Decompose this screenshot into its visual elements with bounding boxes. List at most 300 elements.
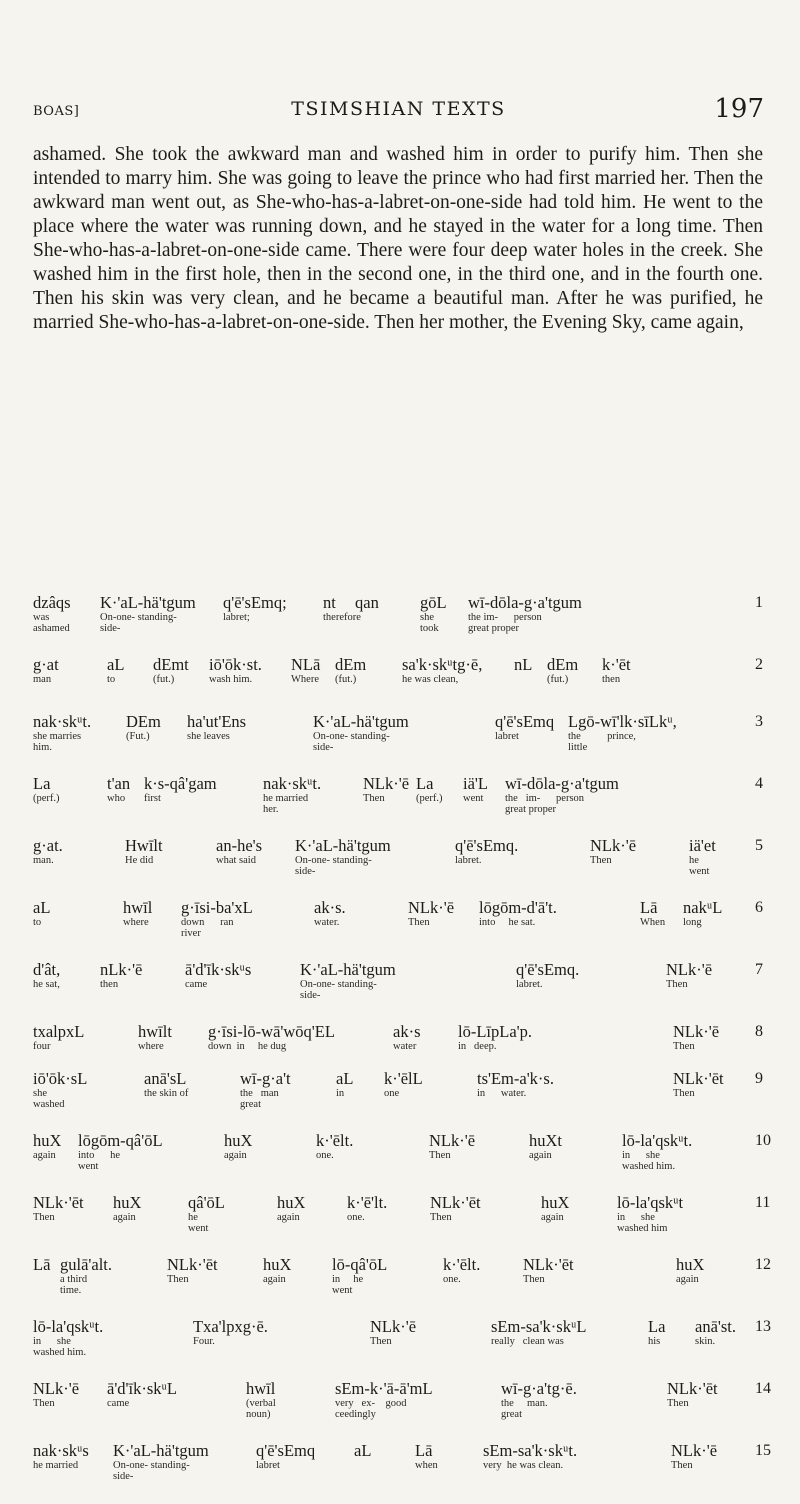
word-gloss: down in he dug: [208, 1041, 287, 1052]
word-pair: [33, 1070, 87, 1110]
native-word: Lā: [33, 1255, 51, 1274]
word-pair: [695, 1318, 736, 1347]
native-word: sa'k·skᵘtg·ē,: [402, 655, 483, 674]
word-pair: [354, 1442, 371, 1460]
word-pair: [107, 656, 124, 685]
word-pair: [33, 594, 71, 634]
native-word: anā'sL: [144, 1069, 187, 1088]
word-pair: [125, 837, 163, 866]
word-gloss: man.: [33, 855, 54, 866]
word-pair: [671, 1442, 717, 1471]
native-word: ak·s: [393, 1022, 421, 1041]
word-pair: [335, 1380, 433, 1420]
word-gloss: Where: [291, 674, 319, 685]
native-word: iä'L: [463, 774, 488, 793]
interlinear-line: [33, 1070, 800, 1132]
interlinear-line: [33, 775, 800, 837]
word-gloss: went: [463, 793, 484, 804]
interlinear-line: [33, 1442, 800, 1504]
word-gloss: who: [107, 793, 126, 804]
word-pair: [347, 1194, 387, 1223]
word-pair: [491, 1318, 586, 1347]
word-pair: [529, 1132, 562, 1161]
native-word: huX: [113, 1193, 142, 1212]
line-number: 12: [755, 1256, 771, 1273]
native-word: NLk·'ēt: [523, 1255, 574, 1274]
word-gloss: labret.: [455, 855, 482, 866]
line-number: 10: [755, 1132, 771, 1149]
interlinear-line: [33, 594, 800, 656]
word-gloss: wash him.: [209, 674, 253, 685]
native-word: aL: [354, 1441, 372, 1460]
native-word: lō-LīpLa'p.: [458, 1022, 532, 1041]
native-word: nL: [514, 655, 533, 674]
native-word: iō'ōk·st.: [209, 655, 262, 674]
interlinear-line: [33, 961, 800, 1023]
native-word: anā'st.: [695, 1317, 737, 1336]
word-pair: [33, 1023, 84, 1052]
native-word: huXt: [529, 1131, 562, 1150]
translation-paragraph: ashamed. She took the awkward man and washed him in order to purify him. Then she intended to marry him. She was going to leave the prince who had first married her. Then the awkward man went out, as She-who-has-a-labret-on-one-side had told him. He went to the place where the water was running down, and he stayed in the water for a long time. Then She-who-has-a-labret-on-one-side came. There were four deep water holes in the creek. She washed him in the first hole, then in the second one, in the third one, and in the fourth one. Then his skin was very clean, and he became a beautiful man. After he was purified, he married She-who-has-a-labret-on-one-side. Then her mother, the Evening Sky, came again,: [33, 144, 763, 333]
line-number: 7: [755, 961, 763, 978]
word-pair: [316, 1132, 353, 1161]
word-pair: [187, 713, 246, 742]
line-number: 6: [755, 899, 763, 916]
word-pair: [224, 1132, 252, 1161]
word-pair: [107, 1380, 177, 1409]
word-gloss: the im- person great proper: [505, 793, 585, 815]
word-pair: [100, 961, 142, 990]
native-word: t'an: [107, 774, 131, 793]
word-pair: [429, 1132, 475, 1161]
native-word: ā'd'īk·skᵘL: [107, 1379, 178, 1398]
word-gloss: Then: [666, 979, 688, 990]
word-gloss: again: [224, 1150, 247, 1161]
word-gloss: (fut.): [153, 674, 175, 685]
word-pair: [430, 1194, 481, 1223]
word-gloss: he went: [689, 855, 710, 877]
word-gloss: she marries him.: [33, 731, 82, 753]
word-pair: [336, 1070, 353, 1099]
word-gloss: he married: [33, 1460, 79, 1471]
word-gloss: to: [107, 674, 116, 685]
word-gloss: Then: [667, 1398, 689, 1409]
word-pair: [477, 1070, 554, 1099]
word-gloss: Then: [590, 855, 612, 866]
word-pair: [167, 1256, 218, 1285]
native-word: nak·skᵘt.: [263, 774, 322, 793]
native-word: dEm: [335, 655, 367, 674]
word-pair: [33, 1318, 103, 1358]
native-word: qâ'ōL: [188, 1193, 225, 1212]
word-pair: [123, 899, 152, 928]
page-number: 197: [714, 94, 764, 124]
word-gloss: he sat,: [33, 979, 60, 990]
native-word: aL: [33, 898, 51, 917]
word-pair: [689, 837, 716, 877]
native-word: dzâqs: [33, 593, 71, 612]
native-word: q'ē'sEmq;: [223, 593, 287, 612]
line-number: 15: [755, 1442, 771, 1459]
line-number: 1: [755, 594, 763, 611]
native-word: g·īsi-lō-wā'wōq'EL: [208, 1022, 335, 1041]
native-word: NLk·'ē: [590, 836, 637, 855]
word-gloss: what said: [216, 855, 256, 866]
word-pair: [153, 656, 189, 685]
word-pair: [676, 1256, 704, 1285]
native-word: aL: [336, 1069, 354, 1088]
native-word: hwīl: [123, 898, 153, 917]
word-gloss: in he went: [332, 1274, 364, 1296]
word-gloss: the prince, little: [568, 731, 636, 753]
word-pair: [402, 656, 482, 685]
word-pair: [256, 1442, 315, 1471]
word-gloss: one.: [347, 1212, 365, 1223]
word-pair: [113, 1442, 209, 1482]
word-gloss: four: [33, 1041, 51, 1052]
interlinear-line: [33, 1023, 800, 1070]
word-gloss: (fut.): [335, 674, 357, 685]
word-pair: [33, 1256, 50, 1274]
native-word: K·'aL-hä'tgum: [300, 960, 396, 979]
word-gloss: again: [113, 1212, 136, 1223]
word-pair: [314, 899, 346, 928]
native-word: NLk·'ēt: [667, 1379, 718, 1398]
word-pair: [370, 1318, 416, 1347]
word-gloss: into he went: [78, 1150, 120, 1172]
word-pair: [483, 1442, 577, 1471]
word-gloss: in deep.: [458, 1041, 497, 1052]
word-pair: [420, 594, 447, 634]
native-word: q'ē'sEmq.: [455, 836, 519, 855]
word-gloss: he married her.: [263, 793, 309, 815]
word-gloss: Then: [671, 1460, 693, 1471]
word-pair: [590, 837, 636, 866]
word-gloss: Then: [363, 793, 385, 804]
word-pair: [300, 961, 396, 1001]
word-pair: [107, 775, 130, 804]
word-gloss: in she washed him: [617, 1212, 668, 1234]
native-word: K·'aL-hä'tgum: [295, 836, 391, 855]
word-pair: [33, 1380, 79, 1409]
line-number: 4: [755, 775, 763, 792]
native-word: sEm-sa'k·skᵘL: [491, 1317, 587, 1336]
word-gloss: a third time.: [60, 1274, 88, 1296]
interlinear-line: [33, 1256, 800, 1318]
native-word: k·'ēt: [602, 655, 631, 674]
word-pair: [100, 594, 196, 634]
native-word: iä'et: [689, 836, 716, 855]
word-gloss: When: [640, 917, 666, 928]
native-word: k·'ēlt.: [443, 1255, 481, 1274]
word-pair: [617, 1194, 683, 1234]
word-gloss: one.: [443, 1274, 461, 1285]
word-gloss: Then: [33, 1212, 55, 1223]
word-pair: [332, 1256, 387, 1296]
word-pair: [138, 1023, 172, 1052]
native-word: hwīl: [246, 1379, 276, 1398]
word-gloss: (Fut.): [126, 731, 150, 742]
running-head-left: BOAS]: [33, 104, 80, 119]
native-word: huX: [224, 1131, 253, 1150]
native-word: sEm-k·'ā-ā'mL: [335, 1379, 433, 1398]
native-word: nLk·'ē: [100, 960, 143, 979]
word-gloss: again: [529, 1150, 552, 1161]
word-pair: [181, 899, 253, 939]
word-gloss: down ran river: [181, 917, 234, 939]
word-pair: [193, 1318, 268, 1347]
page-header: [33, 94, 764, 126]
word-pair: [209, 656, 262, 685]
word-pair: [523, 1256, 574, 1285]
word-pair: [185, 961, 251, 990]
word-pair: [295, 837, 391, 877]
word-gloss: Then: [673, 1041, 695, 1052]
native-word: La: [33, 774, 51, 793]
line-number: 2: [755, 656, 763, 673]
native-word: k·'ē'lt.: [347, 1193, 388, 1212]
word-gloss: very ex- good ceedingly: [335, 1398, 407, 1420]
word-gloss: labret.: [516, 979, 543, 990]
word-pair: [547, 656, 578, 685]
word-gloss: labret: [256, 1460, 280, 1471]
word-pair: [568, 713, 677, 753]
word-gloss: one: [384, 1088, 400, 1099]
word-gloss: again: [33, 1150, 56, 1161]
word-pair: [33, 775, 60, 804]
interlinear-line: [33, 713, 800, 775]
word-gloss: first: [144, 793, 161, 804]
word-pair: [683, 899, 722, 928]
word-pair: [455, 837, 518, 866]
native-word: k·'ēlL: [384, 1069, 423, 1088]
native-word: K·'aL-hä'tgum: [113, 1441, 209, 1460]
word-gloss: again: [676, 1274, 699, 1285]
word-pair: [33, 1442, 89, 1471]
word-pair: [313, 713, 409, 753]
word-pair: [33, 713, 91, 753]
word-gloss: again: [263, 1274, 286, 1285]
native-word: NLk·'ē: [408, 898, 455, 917]
word-gloss: to: [33, 917, 42, 928]
word-gloss: skin.: [695, 1336, 716, 1347]
word-pair: [393, 1023, 421, 1052]
word-pair: [479, 899, 557, 928]
word-pair: [458, 1023, 532, 1052]
native-word: gōL: [420, 593, 447, 612]
word-gloss: (verbal noun): [246, 1398, 276, 1420]
native-word: La: [416, 774, 434, 793]
word-pair: [216, 837, 262, 866]
word-pair: [144, 1070, 188, 1099]
word-gloss: water.: [314, 917, 340, 928]
word-pair: [355, 594, 379, 612]
native-word: qan: [355, 593, 379, 612]
native-word: an-he's: [216, 836, 263, 855]
native-word: wī-g·a't: [240, 1069, 291, 1088]
native-word: ā'd'īk·skᵘs: [185, 960, 252, 979]
word-pair: [291, 656, 320, 685]
word-gloss: in she washed him.: [622, 1150, 676, 1172]
word-gloss: in water.: [477, 1088, 527, 1099]
native-word: g·at.: [33, 836, 63, 855]
native-word: K·'aL-hä'tgum: [313, 712, 409, 731]
native-word: lōgōm-d'ā't.: [479, 898, 557, 917]
word-pair: [33, 899, 50, 928]
word-pair: [263, 1256, 291, 1285]
word-pair: [673, 1070, 724, 1099]
word-gloss: she took: [420, 612, 439, 634]
word-gloss: came: [185, 979, 208, 990]
native-word: NLk·'ēt: [430, 1193, 481, 1212]
line-number: 5: [755, 837, 763, 854]
native-word: NLk·'ē: [370, 1317, 417, 1336]
word-pair: [33, 656, 59, 685]
word-pair: [246, 1380, 276, 1420]
word-gloss: therefore: [323, 612, 361, 623]
native-word: huX: [277, 1193, 306, 1212]
native-word: k·'ēlt.: [316, 1131, 354, 1150]
word-pair: [60, 1256, 112, 1296]
native-word: NLk·'ēt: [33, 1193, 84, 1212]
native-word: ha'ut'Ens: [187, 712, 247, 731]
word-gloss: On-one- standing- side-: [113, 1460, 190, 1482]
word-pair: [113, 1194, 141, 1223]
native-word: aL: [107, 655, 125, 674]
word-pair: [640, 899, 665, 928]
word-pair: [223, 594, 287, 623]
native-word: lō-qâ'ōL: [332, 1255, 388, 1274]
word-gloss: He did: [125, 855, 154, 866]
word-gloss: where: [138, 1041, 164, 1052]
word-gloss: when: [415, 1460, 438, 1471]
native-word: nak·skᵘs: [33, 1441, 89, 1460]
word-gloss: Four.: [193, 1336, 215, 1347]
native-word: sEm-sa'k·skᵘt.: [483, 1441, 578, 1460]
word-gloss: very he was clean.: [483, 1460, 564, 1471]
word-pair: [415, 1442, 438, 1471]
line-number: 14: [755, 1380, 771, 1397]
native-word: g·at: [33, 655, 59, 674]
native-word: Lgō-wī'lk·sīLkᵘ,: [568, 712, 677, 731]
word-gloss: one.: [316, 1150, 334, 1161]
word-gloss: his: [648, 1336, 661, 1347]
word-gloss: Then: [167, 1274, 189, 1285]
native-word: lō-la'qskᵘt: [617, 1193, 684, 1212]
interlinear-line: [33, 1318, 800, 1380]
word-pair: [208, 1023, 335, 1052]
word-pair: [443, 1256, 480, 1285]
word-gloss: the man. great: [501, 1398, 548, 1420]
native-word: d'ât,: [33, 960, 61, 979]
word-gloss: where: [123, 917, 149, 928]
native-word: hwīlt: [138, 1022, 172, 1041]
word-pair: [666, 961, 712, 990]
word-pair: [363, 775, 409, 804]
native-word: NLk·'ē: [673, 1022, 720, 1041]
native-word: lō-la'qskᵘt.: [33, 1317, 104, 1336]
word-pair: [384, 1070, 423, 1099]
native-word: NLk·'ēt: [673, 1069, 724, 1088]
word-gloss: (perf.): [33, 793, 60, 804]
native-word: iō'ōk·sL: [33, 1069, 88, 1088]
word-gloss: into he sat.: [479, 917, 536, 928]
word-pair: [516, 961, 579, 990]
word-pair: [667, 1380, 718, 1409]
word-gloss: came: [107, 1398, 130, 1409]
word-gloss: again: [277, 1212, 300, 1223]
native-word: wī-g·a'tg·ē.: [501, 1379, 577, 1398]
native-word: DEm: [126, 712, 161, 731]
word-gloss: On-one- standing- side-: [100, 612, 177, 634]
line-number: 8: [755, 1023, 763, 1040]
word-gloss: then: [100, 979, 119, 990]
word-gloss: On-one- standing- side-: [300, 979, 377, 1001]
word-gloss: Then: [370, 1336, 392, 1347]
word-gloss: (fut.): [547, 674, 569, 685]
word-gloss: he went: [188, 1212, 209, 1234]
native-word: ak·s.: [314, 898, 346, 917]
native-word: k·s-qâ'gam: [144, 774, 217, 793]
native-word: q'ē'sEmq: [495, 712, 555, 731]
word-pair: [648, 1318, 665, 1347]
interlinear-text: [33, 594, 800, 1504]
native-word: NLk·'ē: [363, 774, 410, 793]
word-pair: [33, 961, 60, 990]
native-word: dEmt: [153, 655, 189, 674]
native-word: nt: [323, 593, 336, 612]
word-gloss: he was clean,: [402, 674, 459, 685]
native-word: wī-dōla-g·a'tgum: [505, 774, 619, 793]
word-gloss: (perf.): [416, 793, 443, 804]
word-gloss: long: [683, 917, 702, 928]
word-gloss: the im- person great proper: [468, 612, 542, 634]
word-pair: [416, 775, 443, 804]
native-word: nakᵘL: [683, 898, 723, 917]
word-gloss: she leaves: [187, 731, 230, 742]
native-word: NLk·'ē: [671, 1441, 718, 1460]
word-gloss: she washed: [33, 1088, 65, 1110]
word-gloss: labret;: [223, 612, 250, 623]
line-number: 3: [755, 713, 763, 730]
word-pair: [335, 656, 366, 685]
line-number: 11: [755, 1194, 771, 1211]
word-gloss: really clean was: [491, 1336, 564, 1347]
native-word: huX: [676, 1255, 705, 1274]
native-word: q'ē'sEmq: [256, 1441, 316, 1460]
native-word: gulā'alt.: [60, 1255, 112, 1274]
native-word: NLk·'ē: [429, 1131, 476, 1150]
word-gloss: the skin of: [144, 1088, 189, 1099]
word-pair: [673, 1023, 719, 1052]
word-pair: [33, 1194, 84, 1223]
word-gloss: Then: [430, 1212, 452, 1223]
line-number: 13: [755, 1318, 771, 1335]
native-word: NLk·'ē: [33, 1379, 80, 1398]
word-pair: [501, 1380, 577, 1420]
word-gloss: was ashamed: [33, 612, 70, 634]
word-gloss: in she washed him.: [33, 1336, 87, 1358]
native-word: nak·skᵘt.: [33, 712, 92, 731]
native-word: lōgōm-qâ'ōL: [78, 1131, 163, 1150]
native-word: ts'Em-a'k·s.: [477, 1069, 554, 1088]
word-gloss: Then: [33, 1398, 55, 1409]
word-pair: [408, 899, 454, 928]
interlinear-line: [33, 899, 800, 961]
word-pair: [277, 1194, 305, 1223]
native-word: dEm: [547, 655, 579, 674]
native-word: K·'aL-hä'tgum: [100, 593, 196, 612]
